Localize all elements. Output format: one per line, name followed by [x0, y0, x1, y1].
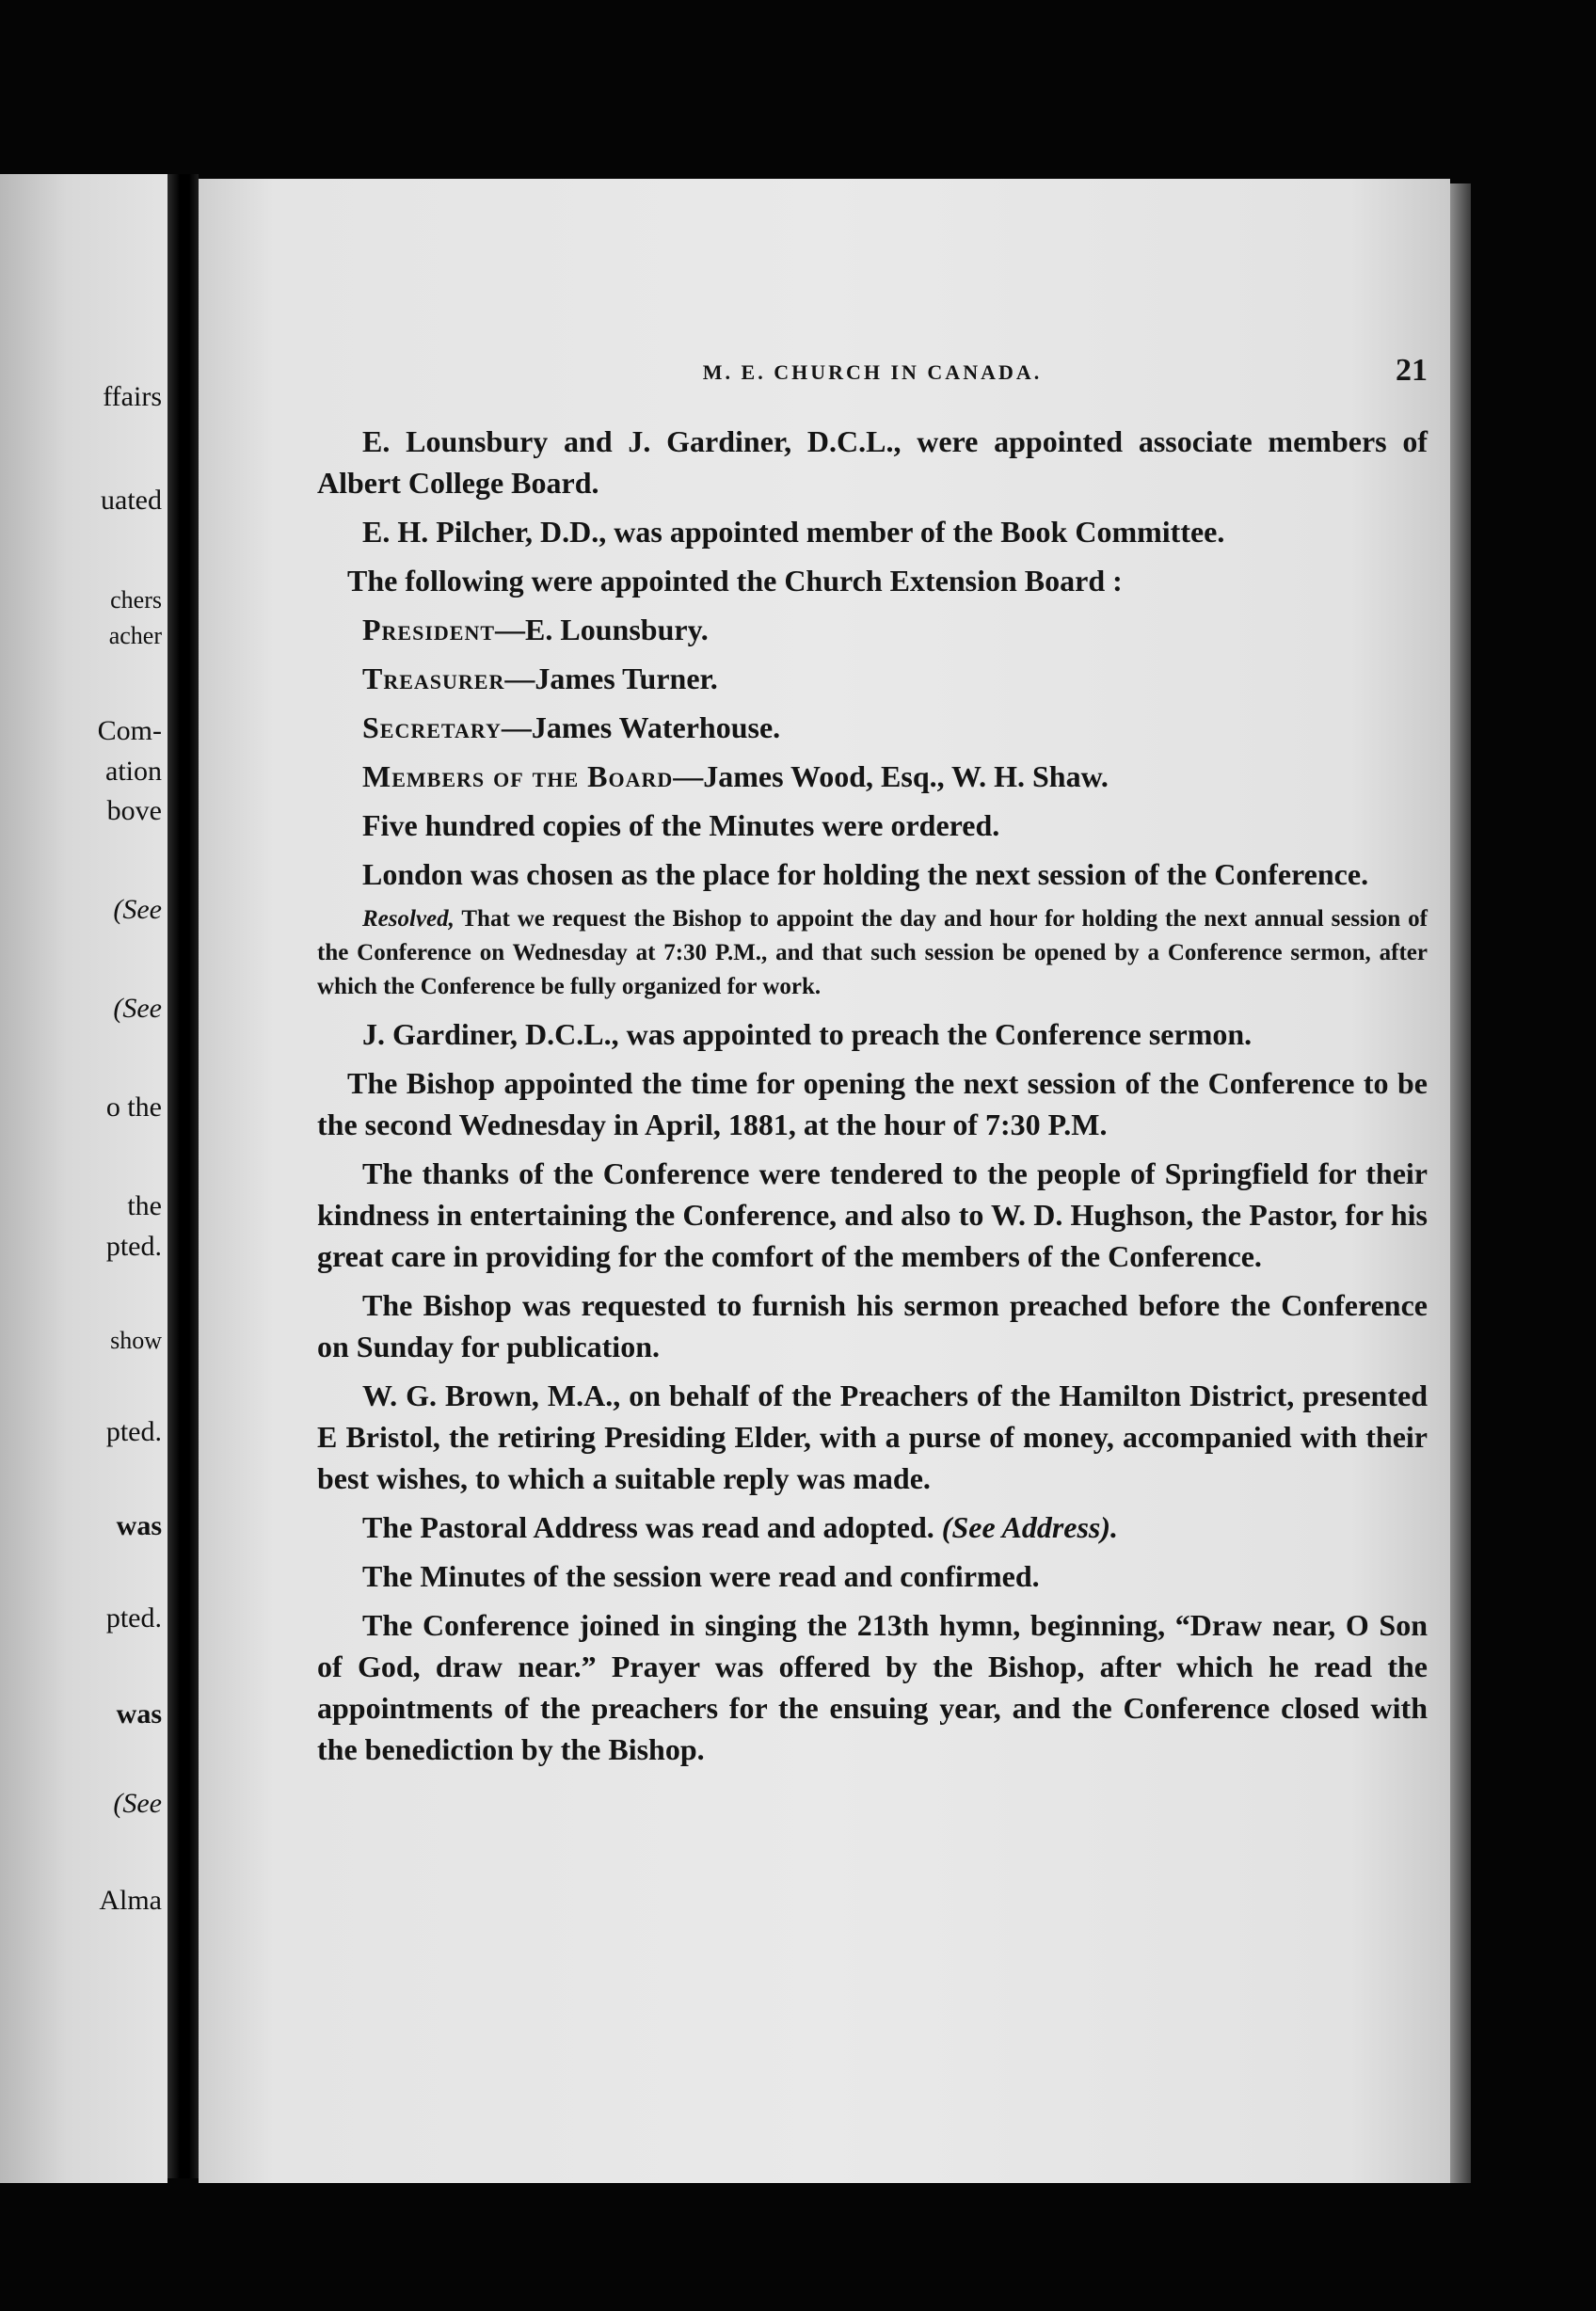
left-fragment: Com- — [97, 715, 162, 746]
paragraph: J. Gardiner, D.C.L., was appointed to preach the Conference sermon. — [362, 1017, 1253, 1051]
left-fragment: uated — [101, 485, 162, 516]
paragraph — [317, 1506, 1428, 1548]
paragraph: London was chosen as the place for holding the next session of the Conference. — [362, 857, 1369, 891]
resolution-text: That we request the Bishop to appoint the day and hour for holding the next annual session of the Conference on Wednesday at 7:30 P.M., and that such session be opened by a Conference sermon, after which the Conference be fully organized for work. — [317, 906, 1428, 999]
left-fragment: (See — [113, 1788, 162, 1819]
resolved-word: Resolved, — [362, 906, 455, 932]
board-entry — [317, 756, 1428, 797]
paragraph: Five hundred copies of the Minutes were ordered. — [362, 808, 1000, 842]
board-entry — [317, 707, 1428, 748]
left-fragment: (See — [113, 993, 162, 1024]
left-page-fragment — [0, 174, 168, 2183]
page — [199, 179, 1450, 2183]
running-head — [317, 353, 1428, 400]
paragraph-text: The Pastoral Address was read and adopted. — [362, 1510, 942, 1544]
board-title: President — [362, 613, 496, 646]
book-spine — [168, 174, 199, 2178]
left-fragment: was — [116, 1698, 162, 1729]
left-fragment: pted. — [105, 1416, 162, 1447]
board-entry — [317, 609, 1428, 650]
board-name: —James Turner. — [504, 661, 718, 695]
left-fragment: pted. — [105, 1602, 162, 1634]
paragraph: The Minutes of the session were read and confirmed. — [362, 1559, 1040, 1593]
left-fragment: ation — [105, 756, 162, 787]
left-fragment: the — [127, 1190, 162, 1221]
left-fragment: pted. — [105, 1231, 162, 1262]
left-fragment: show — [110, 1327, 162, 1354]
board-title: Treasurer — [362, 661, 505, 695]
paragraph: The following were appointed the Church Extension Board : — [347, 564, 1123, 598]
paragraph: W. G. Brown, M.A., on behalf of the Preachers of the Hamilton District, presented E Bristol, the retiring Presiding Elder, with a purse of money, accompanied with their best wishes, to which a suitable reply was made. — [317, 1379, 1428, 1495]
board-name: —E. Lounsbury. — [495, 613, 709, 646]
left-fragment: acher — [108, 622, 162, 649]
running-head-title: M. E. CHURCH IN CANADA. — [702, 360, 1043, 384]
board-name: —James Wood, Esq., W. H. Shaw. — [673, 759, 1109, 793]
board-title: Members of the Board — [362, 759, 674, 793]
left-fragment: was — [116, 1510, 162, 1541]
page-text — [317, 353, 1428, 1777]
cross-reference: (See Address). — [941, 1510, 1119, 1544]
paragraph: The Bishop was requested to furnish his sermon preached before the Conference on Sunday for publication. — [317, 1288, 1428, 1363]
left-fragment: ffairs — [103, 381, 162, 412]
left-fragment: Alma — [99, 1885, 162, 1916]
page-edge — [1450, 183, 1471, 2183]
left-fragment: chers — [110, 586, 162, 614]
board-name: —James Waterhouse. — [501, 710, 781, 744]
paragraph: E. Lounsbury and J. Gardiner, D.C.L., were appointed associate members of Albert College Board. — [317, 424, 1428, 500]
paragraph: E. H. Pilcher, D.D., was appointed member of the Book Committee. — [362, 515, 1225, 549]
paragraph: The Bishop appointed the time for opening the next session of the Conference to be the second Wednesday in April, 1881, at the hour of 7:30 P.M. — [317, 1066, 1428, 1141]
paragraph: The Conference joined in singing the 213th hymn, beginning, “Draw near, O Son of God, draw near.” Prayer was offered by the Bishop, after which he read the appointments of the preachers for the ensuing year, and the Conference closed with the benediction by the Bishop. — [317, 1608, 1428, 1766]
board-entry — [317, 658, 1428, 699]
left-fragment: o the — [105, 1092, 162, 1123]
resolution — [317, 902, 1428, 1004]
left-fragment: (See — [113, 894, 162, 925]
board-title: Secretary — [362, 710, 502, 744]
page-number: 21 — [1396, 353, 1428, 388]
paragraph: The thanks of the Conference were tendered to the people of Springfield for their kindness in entertaining the Conference, and also to W. D. Hughson, the Pastor, for his great care in providing for the comfort of the members of the Conference. — [317, 1156, 1428, 1273]
left-fragment: bove — [106, 795, 162, 826]
